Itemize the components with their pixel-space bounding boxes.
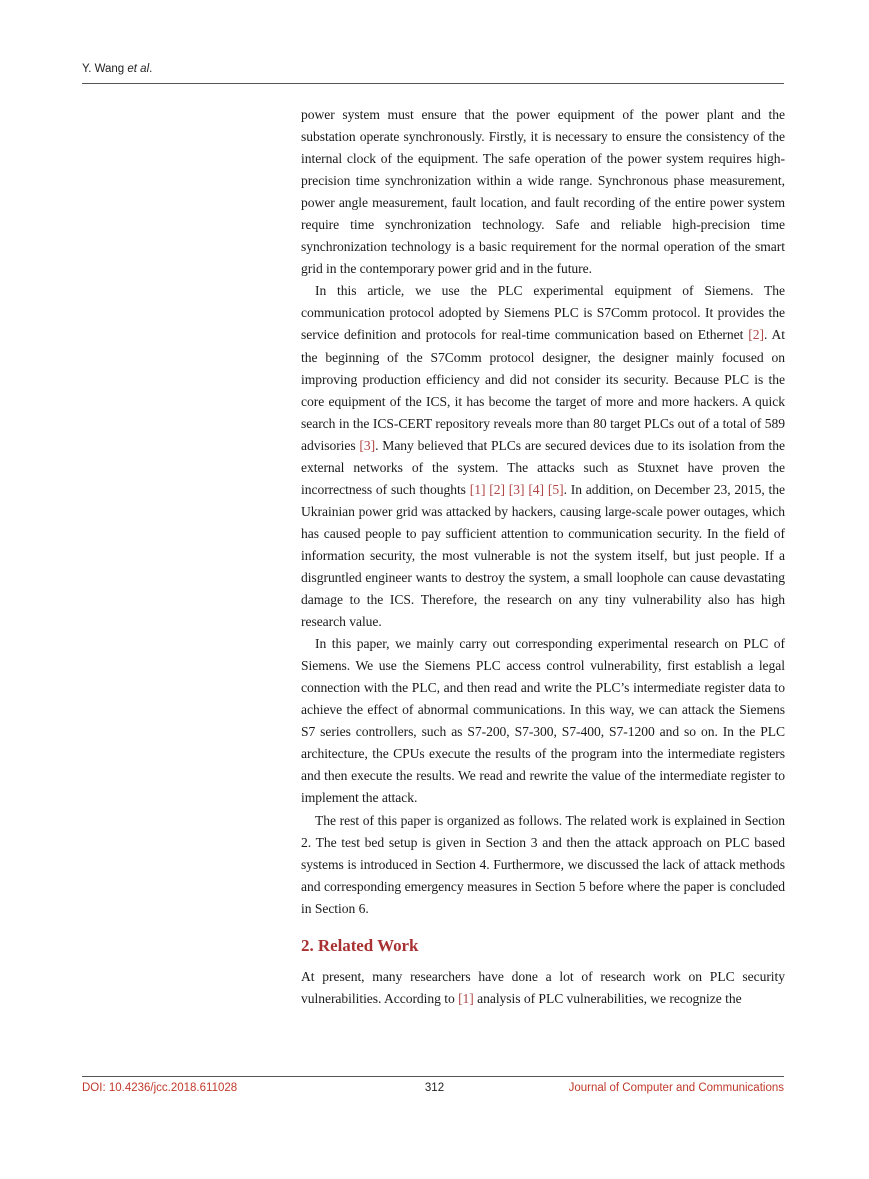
header-authors: Y. Wang [82, 63, 128, 75]
paragraph-2-text-b: . At the beginning of the S7Comm protocol designer, the designer mainly focused on improving production efficiency and did not consider its security. Because PLC is the core equipment of the ICS, it has become the target of more and more hackers. A quick search in the ICS-CERT repository reveals more than 80 target PLCs out of a total of 589 advisories [301, 327, 785, 453]
paragraph-5-text-b: analysis of PLC vulnerabilities, we recognize the [473, 990, 742, 1006]
paragraph-2-text-c: . Many believed that PLCs are secured devices due to its isolation from the external networks of the system. The attacks such as Stuxnet have proven the incorrectness of such thoughts [301, 437, 785, 497]
paragraph-1: power system must ensure that the power equipment of the power plant and the substation operate synchronously. Firstly, it is necessary to ensure the consistency of the internal clock of the equipment. The safe operation of the power system requires high-precision time synchronization within a wide range. Synchronous phase measurement, power angle measurement, fault location, and fault recording of the entire power system require time synchronization technology. Safe and reliable high-precision time synchronization technology is a basic requirement for the normal operation of the smart grid in the contemporary power grid and in the future. [301, 107, 785, 277]
paragraph-2-text-d: . In addition, on December 23, 2015, the Ukrainian power grid was attacked by hackers, causing large-scale power outages, which has caused people to pay sufficient attention to communication security. In the field of information security, the most vulnerable is not the system itself, but just people. If a disgruntled engineer wants to destroy the system, a small loophole can cause devastating damage to the ICS. Therefore, the research on any tiny vulnerability also has high research value. [301, 481, 785, 630]
body-text [301, 104, 785, 1010]
header-period: . [149, 63, 153, 75]
citation-link[interactable]: [3] [359, 437, 376, 453]
section-heading: 2. Related Work [301, 935, 419, 955]
paragraph-4: The rest of this paper is organized as follows. The related work is explained in Section 2. The test bed setup is given in Section 3 and then the attack approach on PLC based systems is introduced in Section 4. Furthermore, we discussed the lack of attack methods and corresponding emergency measures in Section 5 before where the paper is concluded in Section 6. [301, 812, 785, 916]
footer-journal-name[interactable]: Journal of Computer and Communications [568, 1082, 784, 1094]
header-et-al: et al [127, 63, 150, 75]
running-header [82, 63, 152, 75]
paragraph-2-text-a: In this article, we use the PLC experimental equipment of Siemens. The communication protocol adopted by Siemens PLC is S7Comm protocol. It provides the service definition and protocols for real-time communication based on Ethernet [301, 283, 785, 343]
citation-link[interactable]: [2] [748, 327, 764, 343]
paragraph-5 [301, 966, 785, 1010]
citation-link[interactable]: [1] [458, 990, 474, 1006]
paragraph-5-text-a: At present, many researchers have done a lot of research work on PLC security vulnerabilities. According to [301, 968, 785, 1006]
footer-rule [82, 1076, 784, 1077]
paragraph-3: In this paper, we mainly carry out corresponding experimental research on PLC of Siemens. We use the Siemens PLC access control vulnerability, first establish a legal connection with the PLC, and then read and write the PLC’s intermediate register data to achieve the effect of abnormal communications. In this way, we can attack the Siemens S7 series controllers, such as S7-200, S7-300, S7-400, S7-1200 and so on. In the PLC architecture, the CPUs execute the results of the program into the intermediate registers and then execute the results. We read and rewrite the value of the intermediate register to implement the attack. [301, 636, 785, 806]
paragraph-2 [301, 280, 785, 633]
header-rule [82, 83, 784, 84]
page-number: 312 [424, 1082, 445, 1094]
citation-link[interactable]: [1] [2] [3] [4] [5] [469, 481, 564, 497]
footer-doi[interactable]: DOI: 10.4236/jcc.2018.611028 [82, 1082, 238, 1094]
